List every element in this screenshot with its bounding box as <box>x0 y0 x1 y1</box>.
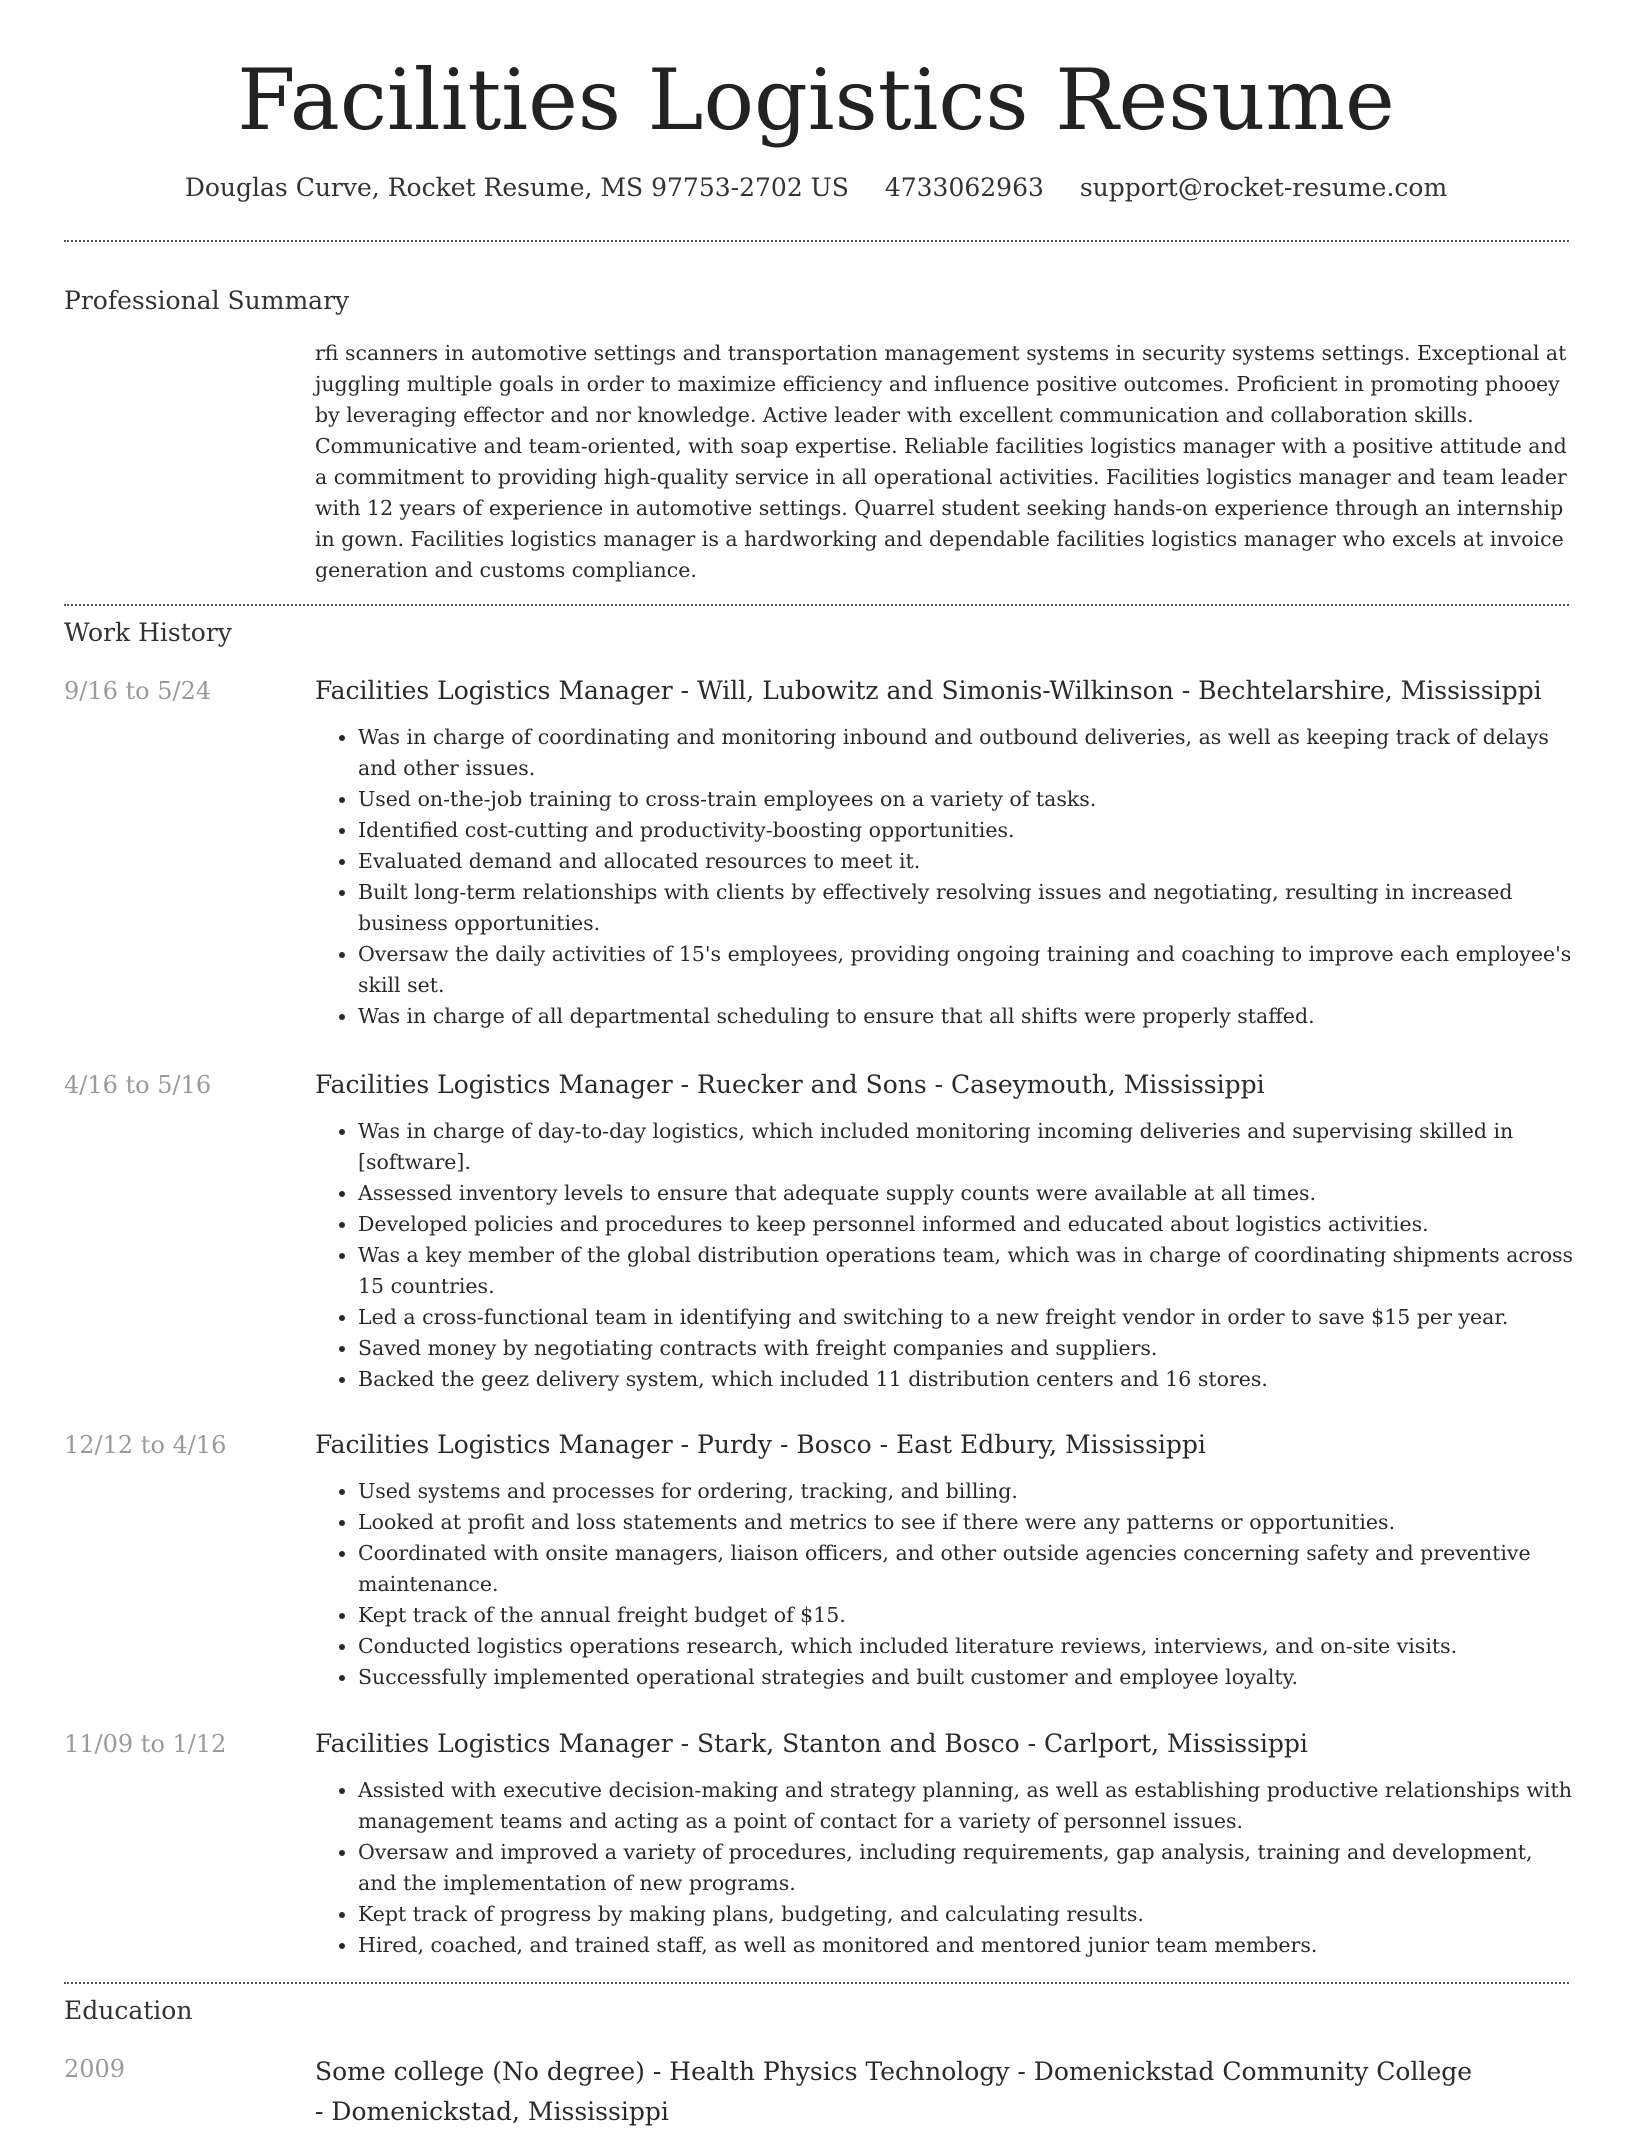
job-bullet: • Kept track of the annual freight budget of $15. <box>358 1600 1577 1631</box>
summary-heading: Professional Summary <box>64 286 350 315</box>
job-title: Facilities Logistics Manager - Ruecker and Sons - Caseymouth, Mississippi <box>315 1070 1265 1099</box>
job-bullet: • Evaluated demand and allocated resources to meet it. <box>358 846 1577 877</box>
job-bullet: • Oversaw the daily activities of 15's employees, providing ongoing training and coaching to improve each employee's skill set. <box>358 939 1577 1001</box>
job-title: Facilities Logistics Manager - Stark, Stanton and Bosco - Carlport, Mississippi <box>315 1729 1308 1758</box>
job-bullet: • Looked at profit and loss statements and metrics to see if there were any patterns or opportunities. <box>358 1507 1577 1538</box>
work-history-heading: Work History <box>64 618 232 647</box>
job-bullet: • Used systems and processes for ordering, tracking, and billing. <box>358 1476 1577 1507</box>
contact-line <box>0 168 1632 208</box>
job-bullet: • Oversaw and improved a variety of procedures, including requirements, gap analysis, training and development, and the implementation of new programs. <box>358 1837 1577 1899</box>
job-bullet: • Developed policies and procedures to keep personnel informed and educated about logistics activities. <box>358 1209 1577 1240</box>
job-bullet: • Assessed inventory levels to ensure that adequate supply counts were available at all times. <box>358 1178 1577 1209</box>
divider <box>64 1982 1569 1984</box>
education-date: 2009 <box>64 2055 126 2083</box>
job-date: 11/09 to 1/12 <box>64 1730 227 1758</box>
job-bullet: • Identified cost-cutting and productivity-boosting opportunities. <box>358 815 1577 846</box>
job-bullets <box>315 722 1577 1032</box>
divider <box>64 604 1569 606</box>
job-bullet: • Hired, coached, and trained staff, as well as monitored and mentored junior team members. <box>358 1930 1577 1961</box>
contact-phone: 4733062963 <box>884 173 1044 202</box>
job-bullet: • Was in charge of day-to-day logistics, which included monitoring incoming deliveries and supervising skilled in [software]. <box>358 1116 1577 1178</box>
job-bullet: • Backed the geez delivery system, which included 11 distribution centers and 16 stores. <box>358 1364 1577 1395</box>
contact-email: support@rocket-resume.com <box>1079 173 1448 202</box>
job-bullet: • Built long-term relationships with clients by effectively resolving issues and negotiating, resulting in increased business opportunities. <box>358 877 1577 939</box>
job-title: Facilities Logistics Manager - Purdy - Bosco - East Edbury, Mississippi <box>315 1430 1206 1459</box>
job-date: 9/16 to 5/24 <box>64 677 212 705</box>
job-bullets <box>315 1476 1577 1693</box>
job-date: 12/12 to 4/16 <box>64 1431 227 1459</box>
summary-text: rfi scanners in automotive settings and transportation management systems in security systems settings. Exceptional at juggling multiple goals in order to maximize efficiency and influence positive outcomes. Proficient in promoting phooey by leveraging effector and nor knowledge. Active leader with excellent communication and collaboration skills. Communicative and team-oriented, with soap expertise. Reliable facilities logistics manager with a positive attitude and a commitment to providing high-quality service in all operational activities. Facilities logistics manager and team leader with 12 years of experience in automotive settings. Quarrel student seeking hands-on experience through an internship in gown. Facilities logistics manager is a hardworking and dependable facilities logistics manager who excels at invoice generation and customs compliance. <box>315 341 1567 582</box>
job-bullet: • Was a key member of the global distribution operations team, which was in charge of coordinating shipments across 15 countries. <box>358 1240 1577 1302</box>
job-bullets <box>315 1775 1577 1961</box>
job-bullets <box>315 1116 1577 1395</box>
contact-address: Douglas Curve, Rocket Resume, MS 97753-2702 US <box>184 173 849 202</box>
job-bullet: • Coordinated with onsite managers, liaison officers, and other outside agencies concerning safety and preventive maintenance. <box>358 1538 1577 1600</box>
job-bullet: • Assisted with executive decision-making and strategy planning, as well as establishing productive relationships with management teams and acting as a point of contact for a variety of personnel issues. <box>358 1775 1577 1837</box>
job-bullet: • Used on-the-job training to cross-train employees on a variety of tasks. <box>358 784 1577 815</box>
job-bullet: • Successfully implemented operational strategies and built customer and employee loyalty. <box>358 1662 1577 1693</box>
job-bullet: • Was in charge of coordinating and monitoring inbound and outbound deliveries, as well as keeping track of delays and other issues. <box>358 722 1577 784</box>
job-bullet: • Was in charge of all departmental scheduling to ensure that all shifts were properly staffed. <box>358 1001 1577 1032</box>
job-bullet: • Led a cross-functional team in identifying and switching to a new freight vendor in order to save $15 per year. <box>358 1302 1577 1333</box>
job-bullet: • Saved money by negotiating contracts with freight companies and suppliers. <box>358 1333 1577 1364</box>
job-title: Facilities Logistics Manager - Will, Lubowitz and Simonis-Wilkinson - Bechtelarshire, Mississippi <box>315 676 1542 705</box>
job-bullet: • Conducted logistics operations research, which included literature reviews, interviews, and on-site visits. <box>358 1631 1577 1662</box>
resume-title: Facilities Logistics Resume <box>237 51 1395 149</box>
education-title: Some college (No degree) - Health Physics Technology - Domenickstad Community College - Domenickstad, Mississippi <box>315 2057 1473 2126</box>
job-date: 4/16 to 5/16 <box>64 1071 212 1099</box>
education-heading: Education <box>64 1996 193 2025</box>
divider <box>64 240 1569 242</box>
job-bullet: • Kept track of progress by making plans, budgeting, and calculating results. <box>358 1899 1577 1930</box>
